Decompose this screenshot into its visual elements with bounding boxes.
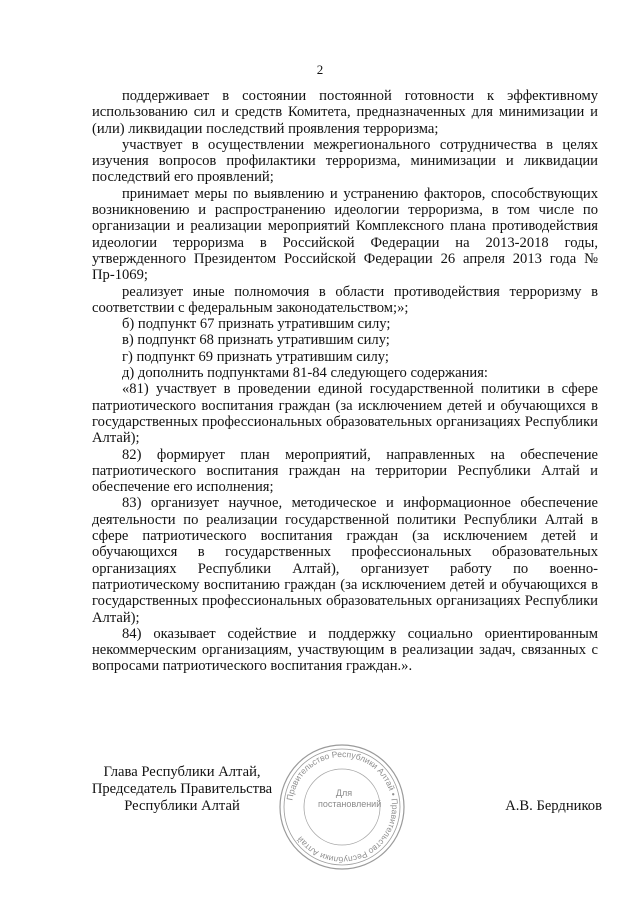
paragraph: «81) участвует в проведении единой государственной политики в сфере патриотического воспитания граждан (за исключением детей и обучающихся в государственных профессиональных образовательных организациях Республики Алтай);	[92, 381, 598, 447]
paragraph: 84) оказывает содействие и поддержку социально ориентированным некоммерческим организациям, участвующим в реализации задач, связанных с вопросами патриотического воспитания граждан.».	[92, 625, 598, 675]
paragraph: поддерживает в состоянии постоянной готовности к эффективному использованию сил и средств Комитета, предназначенных для минимизации и (или) ликвидации последствий проявления терроризма;	[92, 88, 598, 137]
signatory-title-line: Председатель Правительства	[91, 781, 273, 797]
seal-inner-line-2: постановлений	[318, 799, 382, 809]
paragraph: реализует иные полномочия в области противодействия терроризму в соответствии с федеральным законодательством;»;	[92, 283, 598, 316]
list-item: в) подпункт 68 признать утратившим силу;	[122, 332, 390, 349]
list-item: д) дополнить подпунктами 81-84 следующего содержания:	[122, 365, 488, 382]
svg-text:Правительство Республики Алтай: Правительство Республики Алтай • Правительство Республики Алтай	[284, 748, 401, 866]
list-item: б) подпункт 67 признать утратившим силу;	[122, 316, 391, 333]
signatory-title-line: Республики Алтай	[124, 798, 240, 814]
paragraph: 83) организует научное, методическое и информационное обеспечение деятельности по реализации государственной политики Республики Алтай в сфере патриотического воспитания граждан (за исключением детей и обучающихся в государственных профессиональных образовательных организациях Республики Алтай), организует работу по военно-патриотическому воспитанию граждан (за исключением детей и обучающихся в государственных профессиональных образовательных организациях Республики Алтай);	[92, 495, 598, 626]
list-item: г) подпункт 69 признать утратившим силу;	[122, 348, 389, 365]
seal-inner-text	[318, 788, 382, 810]
signatory-title	[82, 764, 282, 815]
seal-inner-line-1: Для	[335, 788, 353, 798]
paragraph: участвует в осуществлении межрегионального сотрудничества в целях изучения вопросов профилактики терроризма, минимизации и ликвидации последствий его проявлений;	[92, 136, 598, 186]
document-body	[92, 88, 598, 675]
paragraph: принимает меры по выявлению и устранению факторов, способствующих возникновению и распространению идеологии терроризма, в том числе по организации и реализации мероприятий Комплексного плана противодействия идеологии терроризма в Российской Федерации на 2013-2018 годы, утвержденного Президентом Российской Федерации 26 апреля 2013 года № Пр-1069;	[92, 185, 598, 284]
paragraph: 82) формирует план мероприятий, направленных на обеспечение патриотического воспитания граждан на территории Республики Алтай и обеспечение его исполнения;	[92, 446, 598, 496]
page-number: 2	[316, 62, 324, 77]
signatory-title-line: Глава Республики Алтай,	[103, 764, 261, 780]
signatory-name: А.В. Бердников	[505, 798, 602, 814]
